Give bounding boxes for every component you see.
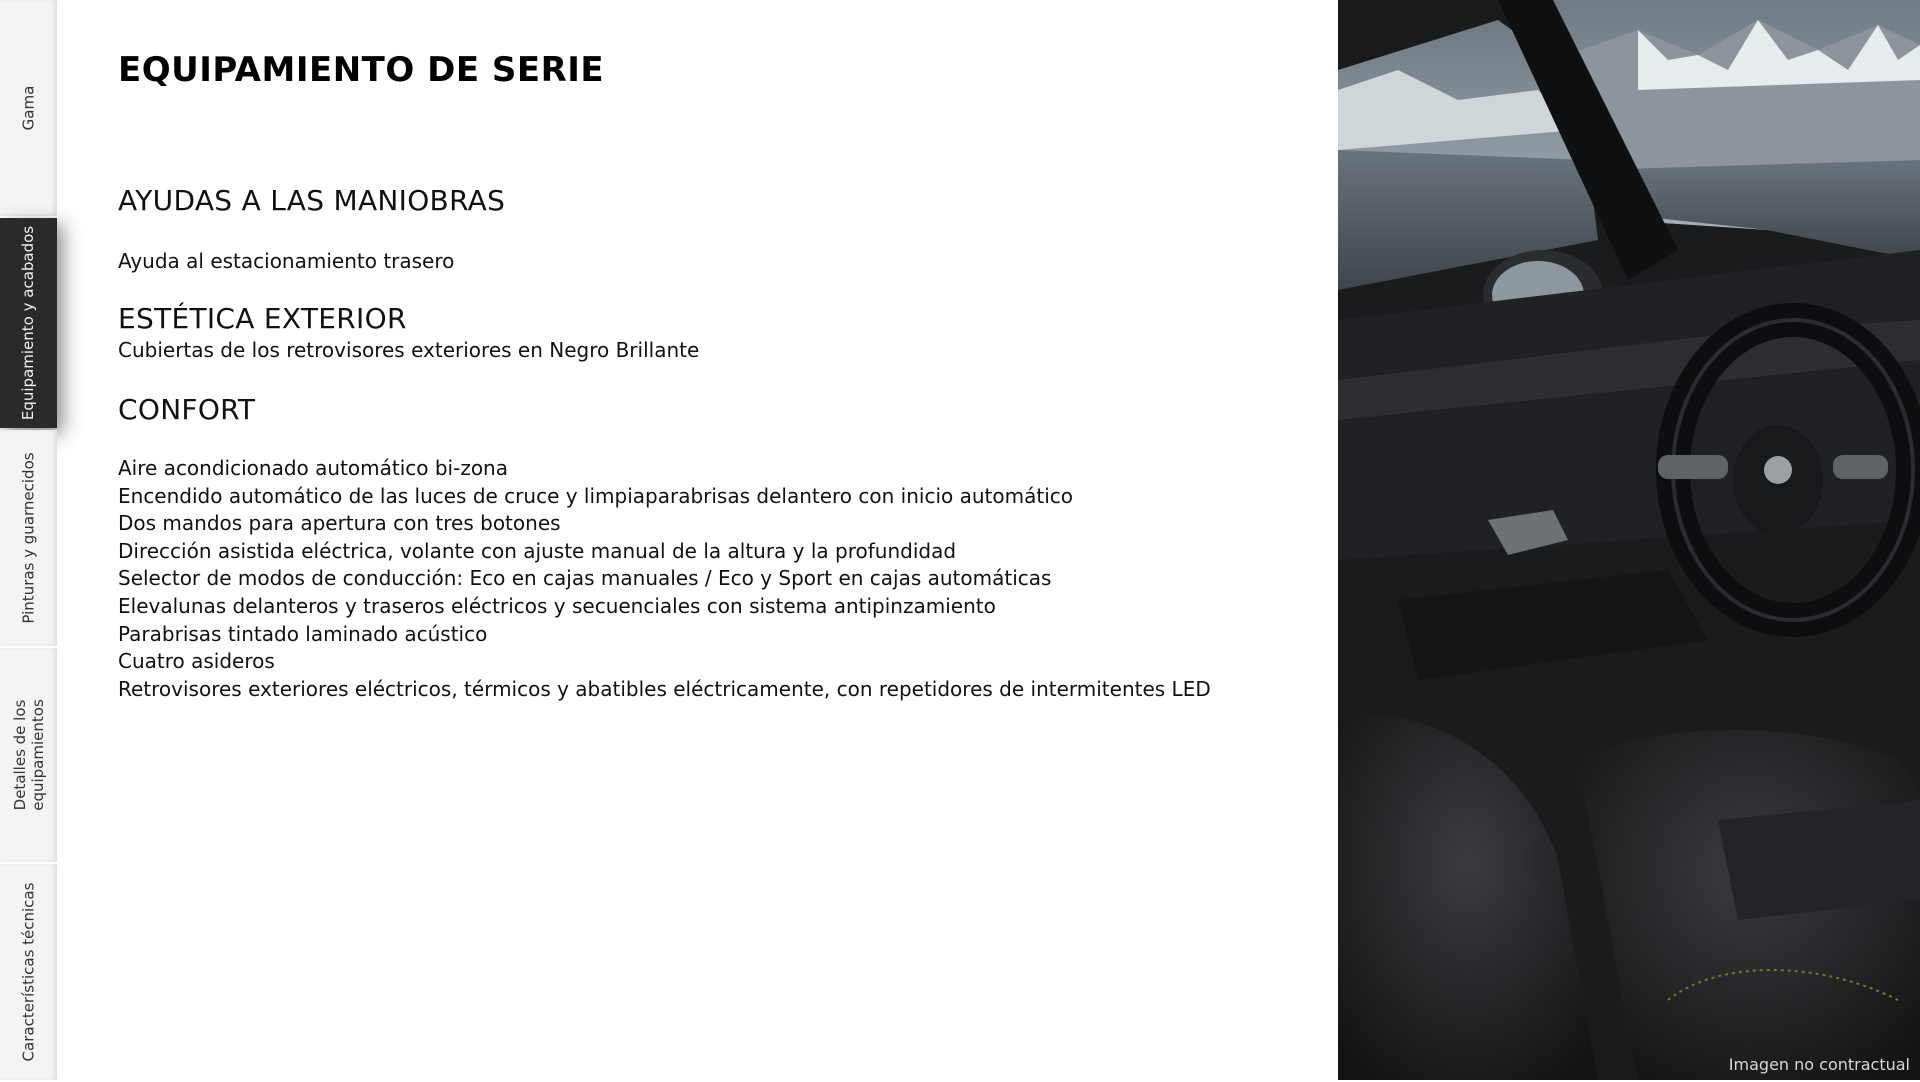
confort-list [118,455,1211,703]
sidebar-tab-caracteristicas-tecnicas[interactable] [0,864,57,1082]
list-item: Elevalunas delanteros y traseros eléctricos y secuenciales con sistema antipinzamiento [118,593,996,618]
sidebar-tab-pinturas-y-guarnecidos[interactable] [0,430,57,648]
sidebar-tab-label: Gama [19,85,38,131]
list-item: Parabrisas tintado laminado acústico [118,621,488,646]
sidebar-tab-equipamiento-y-acabados[interactable] [0,218,57,428]
list-item: Aire acondicionado automático bi-zona [118,456,508,480]
car-interior-photo [1338,0,1920,1080]
main-content [118,0,1318,1080]
list-item: Retrovisores exteriores eléctricos, térmicos y abatibles eléctricamente, con repetidores de intermitentes LED [118,676,1211,701]
list-item: Dirección asistida eléctrica, volante con ajuste manual de la altura y la profundidad [118,538,957,563]
sidebar-tab-label: Pinturas y guarnecidos [19,452,38,624]
car-interior-illustration [1338,0,1920,1080]
sidebar-tab-detalles-equipamientos[interactable] [0,648,57,864]
list-item: Cubiertas de los retrovisores exteriores en Negro Brillante [118,338,700,362]
sidebar [0,0,57,1080]
list-item: Cuatro asideros [118,649,275,674]
photo-caption: Imagen no contractual [1728,1055,1910,1074]
list-item: Encendido automático de las luces de cruce y limpiaparabrisas delantero con inicio automático [118,483,1073,508]
sidebar-tab-label: Equipamiento y acabados [19,225,38,421]
page-title: EQUIPAMIENTO DE SERIE [118,50,605,90]
sidebar-tab-gama[interactable] [0,0,57,218]
list-item: Ayuda al estacionamiento trasero [118,249,455,273]
sidebar-tab-label: Detalles de los equipamientos [10,699,47,811]
section-title-ayudas-maniobras: AYUDAS A LAS MANIOBRAS [118,184,506,217]
sidebar-tab-label: Características técnicas [19,882,38,1062]
list-item: Selector de modos de conducción: Eco en cajas manuales / Eco y Sport en cajas automáticas [118,566,1052,591]
section-title-estetica-exterior: ESTÉTICA EXTERIOR [118,302,407,335]
section-title-confort: CONFORT [118,393,256,426]
list-item: Dos mandos para apertura con tres botones [118,511,561,536]
